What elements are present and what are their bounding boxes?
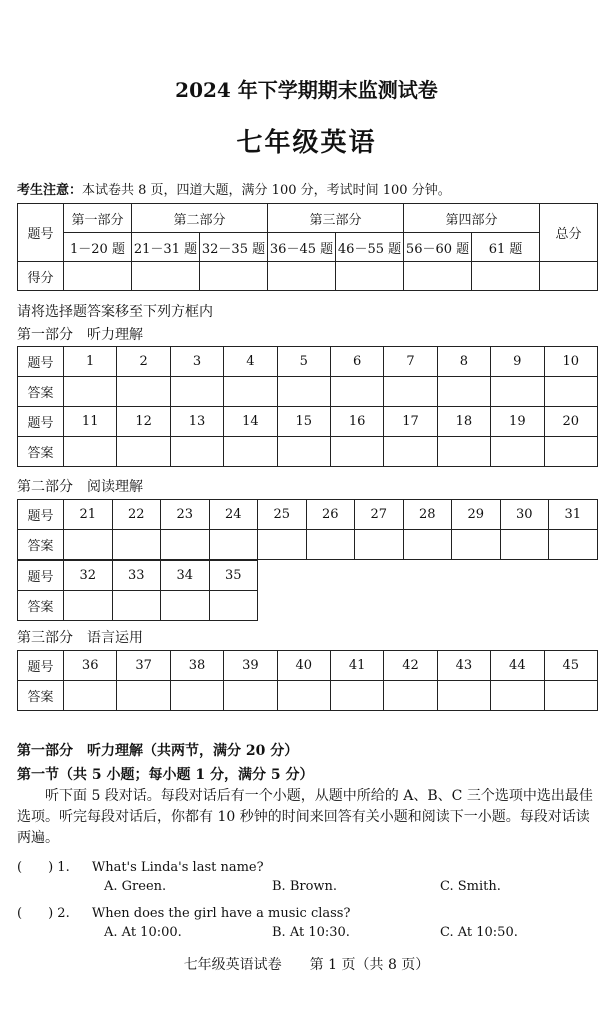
answer-cell[interactable] bbox=[549, 530, 598, 560]
question-number-cell: 20 bbox=[544, 407, 597, 437]
question-number: 1. bbox=[57, 860, 70, 875]
score-cell[interactable] bbox=[132, 262, 200, 291]
listening-section-heading: 第一节（共 5 小题；每小题 1 分，满分 5 分） bbox=[17, 767, 314, 783]
question-number-cell: 10 bbox=[544, 347, 597, 377]
question-number-cell: 25 bbox=[258, 500, 307, 530]
question-number-cell: 43 bbox=[437, 651, 490, 681]
question-number-cell: 38 bbox=[170, 651, 223, 681]
answer-instruction: 请将选择题答案移至下列方框内 bbox=[17, 304, 213, 320]
answer-cell[interactable] bbox=[258, 530, 307, 560]
answer-cell[interactable] bbox=[355, 530, 404, 560]
part1-answer-grid bbox=[17, 346, 598, 467]
question-number-cell: 8 bbox=[437, 347, 490, 377]
answer-cell[interactable] bbox=[330, 377, 383, 407]
part2-answer-label: 第二部分 阅读理解 bbox=[17, 479, 143, 495]
answer-cell[interactable] bbox=[64, 437, 117, 467]
score-table bbox=[17, 203, 598, 291]
answer-cell[interactable] bbox=[117, 377, 170, 407]
question-number-cell: 19 bbox=[491, 407, 544, 437]
answer-cell[interactable] bbox=[224, 377, 277, 407]
score-range: 36－45 题 bbox=[268, 233, 336, 262]
score-range: 46－55 题 bbox=[336, 233, 404, 262]
question-number-cell: 45 bbox=[544, 651, 597, 681]
exam-subject: 七年级英语 bbox=[236, 128, 377, 158]
grid-question-label: 题号 bbox=[18, 651, 64, 681]
grid-question-label: 题号 bbox=[18, 500, 64, 530]
answer-cell[interactable] bbox=[384, 377, 437, 407]
score-range: 21－31 题 bbox=[132, 233, 200, 262]
grid-answer-label: 答案 bbox=[18, 530, 64, 560]
question-number-cell: 23 bbox=[161, 500, 210, 530]
question-number-cell: 37 bbox=[117, 651, 170, 681]
question-number-cell: 9 bbox=[491, 347, 544, 377]
answer-cell[interactable] bbox=[112, 530, 161, 560]
question-number-cell: 33 bbox=[112, 561, 161, 591]
grid-answer-label: 答案 bbox=[18, 437, 64, 467]
answer-cell[interactable] bbox=[437, 437, 490, 467]
answer-cell[interactable] bbox=[500, 530, 549, 560]
option-b: B. At 10:30. bbox=[272, 925, 350, 940]
question-number-cell: 12 bbox=[117, 407, 170, 437]
answer-cell[interactable] bbox=[384, 681, 437, 711]
answer-cell[interactable] bbox=[64, 530, 113, 560]
score-row-label-score: 得分 bbox=[18, 262, 64, 291]
score-part-1: 第一部分 bbox=[64, 204, 132, 233]
answer-cell[interactable] bbox=[161, 530, 210, 560]
question-number-cell: 6 bbox=[330, 347, 383, 377]
question-number-cell: 16 bbox=[330, 407, 383, 437]
score-part-4: 第四部分 bbox=[404, 204, 540, 233]
answer-cell[interactable] bbox=[277, 681, 330, 711]
answer-cell[interactable] bbox=[491, 681, 544, 711]
score-part-3: 第三部分 bbox=[268, 204, 404, 233]
score-cell[interactable] bbox=[540, 262, 598, 291]
question-number-cell: 35 bbox=[209, 561, 258, 591]
part3-answer-grid bbox=[17, 650, 598, 711]
score-range: 1－20 题 bbox=[64, 233, 132, 262]
grid-answer-label: 答案 bbox=[18, 377, 64, 407]
answer-cell[interactable] bbox=[384, 437, 437, 467]
answer-cell[interactable] bbox=[330, 437, 383, 467]
question-number-cell: 3 bbox=[170, 347, 223, 377]
question-number-cell: 14 bbox=[224, 407, 277, 437]
option-c: C. Smith. bbox=[440, 879, 501, 894]
answer-cell[interactable] bbox=[491, 437, 544, 467]
question-number-cell: 39 bbox=[224, 651, 277, 681]
question-number-cell: 31 bbox=[549, 500, 598, 530]
score-cell[interactable] bbox=[268, 262, 336, 291]
answer-bracket[interactable]: ( ) bbox=[17, 906, 54, 921]
part2-answer-grid-2 bbox=[17, 560, 258, 621]
grid-question-label: 题号 bbox=[18, 407, 64, 437]
question-number-cell: 42 bbox=[384, 651, 437, 681]
grid-answer-label: 答案 bbox=[18, 681, 64, 711]
score-row-label-question: 题号 bbox=[18, 204, 64, 262]
answer-cell[interactable] bbox=[277, 377, 330, 407]
score-part-2: 第二部分 bbox=[132, 204, 268, 233]
question-number-cell: 34 bbox=[161, 561, 210, 591]
option-a: A. Green. bbox=[104, 879, 167, 894]
answer-cell[interactable] bbox=[170, 681, 223, 711]
score-cell[interactable] bbox=[336, 262, 404, 291]
answer-cell[interactable] bbox=[112, 591, 161, 621]
answer-cell[interactable] bbox=[544, 681, 597, 711]
question-text: When does the girl have a music class? bbox=[91, 906, 351, 921]
exam-title: 2024 年下学期期末监测试卷 bbox=[175, 78, 438, 102]
question-number-cell: 21 bbox=[64, 500, 113, 530]
notice-label: 考生注意： bbox=[17, 183, 83, 198]
question-number-cell: 40 bbox=[277, 651, 330, 681]
question-number-cell: 7 bbox=[384, 347, 437, 377]
listening-heading: 第一部分 听力理解（共两节，满分 20 分） bbox=[17, 743, 299, 759]
answer-cell[interactable] bbox=[64, 681, 117, 711]
answer-cell[interactable] bbox=[403, 530, 452, 560]
answer-cell[interactable] bbox=[170, 377, 223, 407]
answer-cell[interactable] bbox=[117, 437, 170, 467]
answer-cell[interactable] bbox=[437, 377, 490, 407]
answer-cell[interactable] bbox=[170, 437, 223, 467]
option-c: C. At 10:50. bbox=[440, 925, 518, 940]
score-range: 56－60 题 bbox=[404, 233, 472, 262]
part3-answer-label: 第三部分 语言运用 bbox=[17, 630, 143, 646]
question-number-cell: 17 bbox=[384, 407, 437, 437]
option-b: B. Brown. bbox=[272, 879, 338, 894]
part2-answer-grid bbox=[17, 499, 598, 560]
answer-cell[interactable] bbox=[330, 681, 383, 711]
question-number-cell: 22 bbox=[112, 500, 161, 530]
question-number-cell: 26 bbox=[306, 500, 355, 530]
answer-cell[interactable] bbox=[64, 377, 117, 407]
answer-cell[interactable] bbox=[306, 530, 355, 560]
answer-cell[interactable] bbox=[452, 530, 501, 560]
score-cell[interactable] bbox=[404, 262, 472, 291]
question-number-cell: 24 bbox=[209, 500, 258, 530]
score-range: 32－35 题 bbox=[200, 233, 268, 262]
score-range: 61 题 bbox=[472, 233, 540, 262]
grid-answer-label: 答案 bbox=[18, 591, 64, 621]
answer-cell[interactable] bbox=[64, 591, 113, 621]
notice-text: 本试卷共 8 页，四道大题，满分 100 分，考试时间 100 分钟。 bbox=[82, 183, 451, 198]
question-number-cell: 13 bbox=[170, 407, 223, 437]
answer-cell[interactable] bbox=[544, 437, 597, 467]
question-number-cell: 44 bbox=[491, 651, 544, 681]
question-number-cell: 11 bbox=[64, 407, 117, 437]
answer-cell[interactable] bbox=[544, 377, 597, 407]
answer-bracket[interactable]: ( ) bbox=[17, 860, 54, 875]
question-number-cell: 15 bbox=[277, 407, 330, 437]
answer-cell[interactable] bbox=[209, 530, 258, 560]
question-1 bbox=[17, 856, 264, 875]
exam-notice bbox=[17, 179, 451, 198]
question-number-cell: 4 bbox=[224, 347, 277, 377]
question-number-cell: 2 bbox=[117, 347, 170, 377]
part1-answer-label: 第一部分 听力理解 bbox=[17, 327, 143, 343]
question-number-cell: 32 bbox=[64, 561, 113, 591]
option-a: A. At 10:00. bbox=[104, 925, 182, 940]
question-number-cell: 27 bbox=[355, 500, 404, 530]
question-number: 2. bbox=[57, 906, 70, 921]
grid-question-label: 题号 bbox=[18, 347, 64, 377]
score-cell[interactable] bbox=[200, 262, 268, 291]
question-number-cell: 41 bbox=[330, 651, 383, 681]
answer-cell[interactable] bbox=[277, 437, 330, 467]
score-cell[interactable] bbox=[472, 262, 540, 291]
question-number-cell: 29 bbox=[452, 500, 501, 530]
answer-cell[interactable] bbox=[209, 591, 258, 621]
question-text: What's Linda's last name? bbox=[91, 860, 264, 875]
question-number-cell: 28 bbox=[403, 500, 452, 530]
answer-cell[interactable] bbox=[437, 681, 490, 711]
answer-cell[interactable] bbox=[161, 591, 210, 621]
question-number-cell: 5 bbox=[277, 347, 330, 377]
grid-question-label: 题号 bbox=[18, 561, 64, 591]
question-number-cell: 36 bbox=[64, 651, 117, 681]
listening-instructions: 听下面 5 段对话。每段对话后有一个小题，从题中所给的 A、B、C 三个选项中选出最佳选项。听完每段对话后，你都有 10 秒钟的时间来回答有关小题和阅读下一小题。每段对话读两遍。 bbox=[17, 788, 593, 846]
page-footer: 七年级英语试卷 第 1 页（共 8 页） bbox=[183, 957, 430, 973]
question-number-cell: 1 bbox=[64, 347, 117, 377]
score-cell[interactable] bbox=[64, 262, 132, 291]
answer-cell[interactable] bbox=[224, 437, 277, 467]
answer-cell[interactable] bbox=[117, 681, 170, 711]
answer-cell[interactable] bbox=[224, 681, 277, 711]
question-2 bbox=[17, 902, 350, 921]
answer-cell[interactable] bbox=[491, 377, 544, 407]
question-number-cell: 30 bbox=[500, 500, 549, 530]
score-total-label: 总分 bbox=[540, 204, 598, 262]
question-number-cell: 18 bbox=[437, 407, 490, 437]
